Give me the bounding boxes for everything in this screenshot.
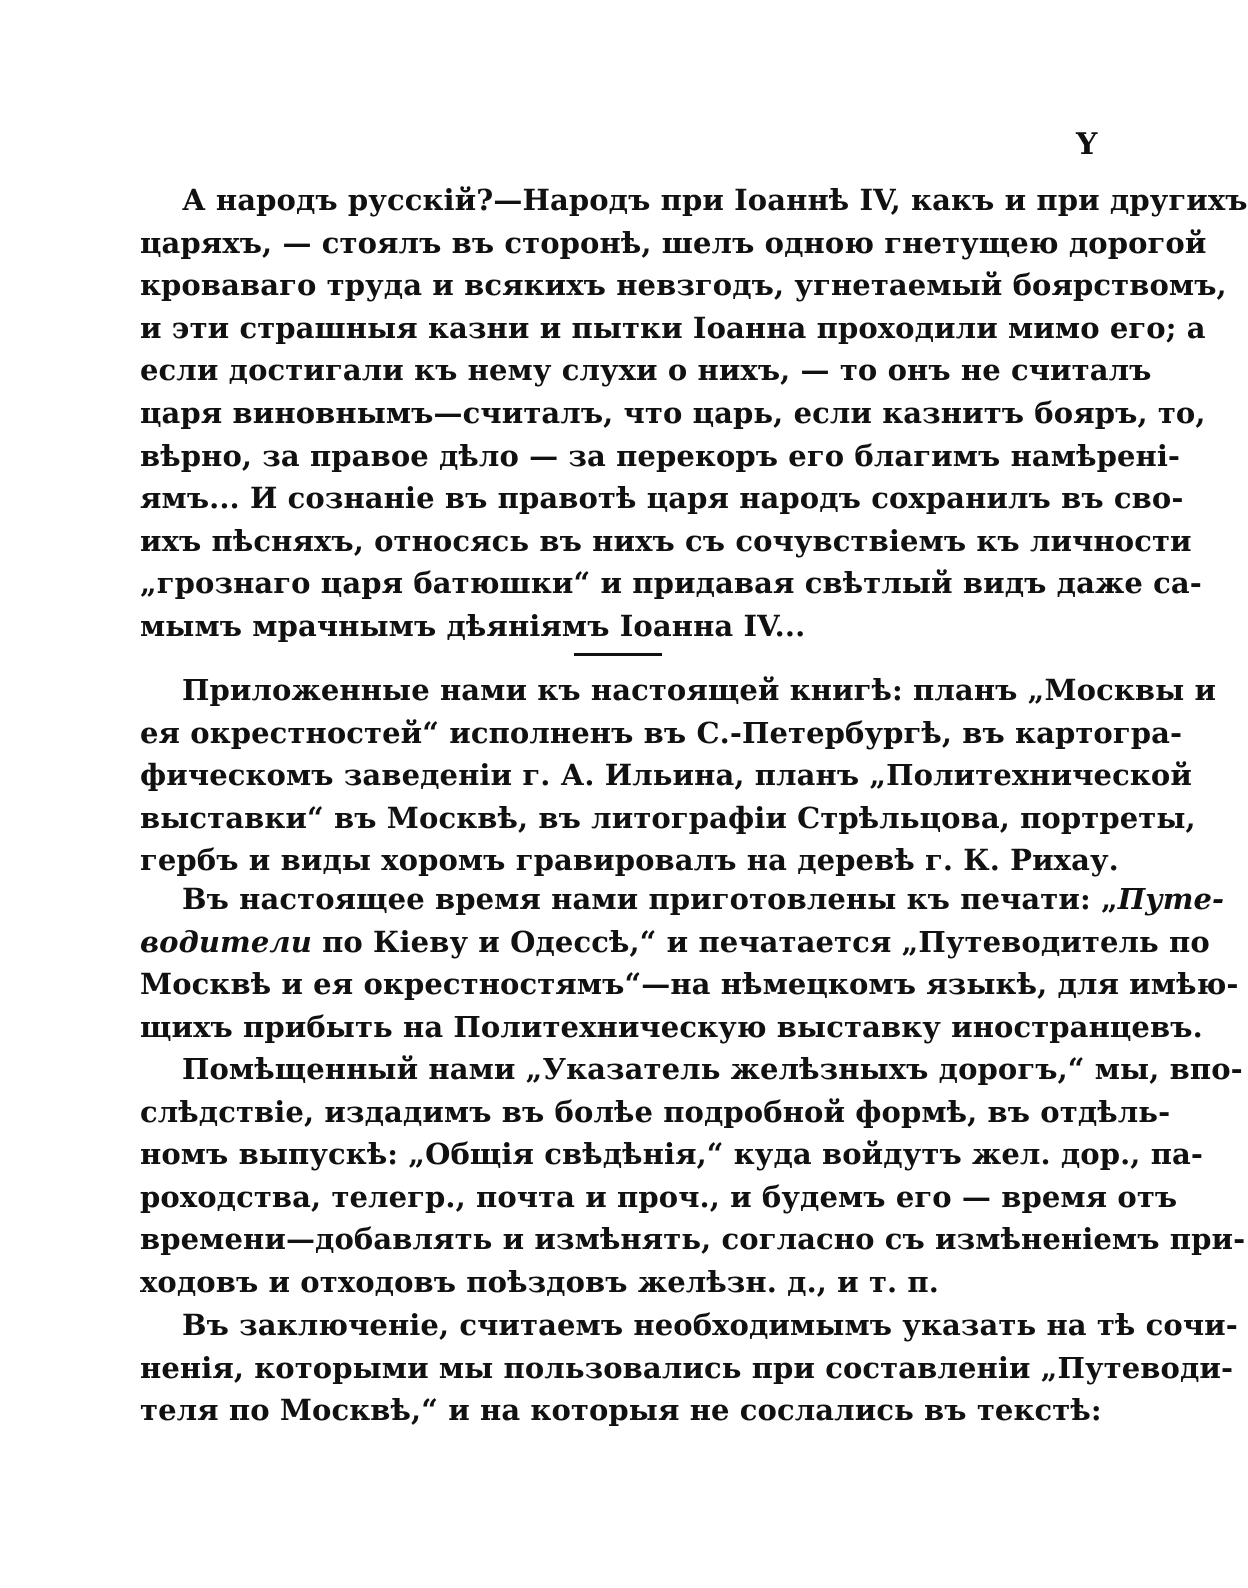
text-segment: Въ настоящее время нами приготовлены къ печати: „ (182, 882, 1118, 916)
text-line: гербъ и виды хоромъ гравировалъ на деревѣ г. К. Рихау. (140, 843, 1119, 878)
text-line: ея окрестностей“ исполненъ въ С.-Петербургѣ, въ картогра- (140, 715, 1183, 750)
text-line (140, 921, 1210, 964)
text-line: Москвѣ и ея окрестностямъ“—на нѣмецкомъ языкѣ, для имѣю- (140, 967, 1239, 1002)
text-line: А народъ русскій?—Народъ при Іоаннѣ IV, какъ и при другихъ (182, 183, 1248, 217)
text-line: и эти страшныя казни и пытки Іоанна проходили мимо его; а (140, 310, 1206, 345)
text-line: царя виновнымъ—считалъ, что царь, если казнитъ бояръ, то, (140, 395, 1206, 430)
text-line: номъ выпускѣ: „Общія свѣдѣнія,“ куда войдутъ жел. дор., па- (140, 1137, 1204, 1172)
text-line: теля по Москвѣ,“ и на которыя не сослались въ текстѣ: (140, 1393, 1102, 1428)
paragraph-people (140, 179, 1248, 648)
text-line: выставки“ въ Москвѣ, въ литографіи Стрѣльцова, портреты, (140, 800, 1196, 835)
italic-title: водители (140, 924, 312, 959)
text-line: Приложенные нами къ настоящей книгѣ: планъ „Москвы и (182, 673, 1217, 707)
italic-title: Путе- (1117, 882, 1225, 916)
text-line: ямъ... И сознаніе въ правотѣ царя народъ сохранилъ въ сво- (140, 481, 1184, 516)
text-segment: по Кіеву и Одессѣ,“ и печатается „Путеводитель по (311, 924, 1210, 959)
paragraph-railways (140, 1048, 1246, 1304)
text-line: щихъ прибыть на Политехническую выставку иностранцевъ. (140, 1009, 1203, 1044)
text-line: ненія, которыми мы пользовались при составленіи „Путеводи- (140, 1350, 1234, 1385)
text-line: времени—добавлять и измѣнять, согласно съ измѣненіемъ при- (140, 1222, 1246, 1257)
paragraph-attachments (140, 669, 1217, 882)
section-divider (574, 653, 662, 656)
paragraph-guides (140, 878, 1239, 1048)
text-line: фическомъ заведеніи г. А. Ильина, планъ „Политехнической (140, 758, 1192, 793)
text-line: если достигали къ нему слухи о нихъ, — то онъ не считалъ (140, 353, 1152, 388)
text-line: царяхъ, — стоялъ въ сторонѣ, шелъ одною гнетущею дорогой (140, 225, 1207, 260)
paragraph-conclusion (140, 1304, 1238, 1432)
page-number: Y (1076, 127, 1098, 162)
text-line: вѣрно, за правое дѣло — за перекоръ его благимъ намѣрені- (140, 438, 1181, 473)
text-line: кроваваго труда и всякихъ невзгодъ, угнетаемый боярствомъ, (140, 268, 1227, 303)
text-line: слѣдствіе, издадимъ въ болѣе подробной формѣ, въ отдѣль- (140, 1094, 1171, 1129)
text-line: Въ заключеніе, считаемъ необходимымъ указать на тѣ сочи- (182, 1308, 1238, 1342)
text-line: ихъ пѣсняхъ, относясь въ нихъ съ сочувствіемъ къ личности (140, 523, 1192, 558)
text-line: роходства, телегр., почта и проч., и будемъ его — время отъ (140, 1179, 1178, 1214)
text-line: мымъ мрачнымъ дѣяніямъ Іоанна IV... (140, 608, 806, 643)
text-line: ходовъ и отходовъ поѣздовъ желѣзн. д., и т. п. (140, 1264, 939, 1299)
text-line (140, 878, 1225, 921)
text-line: Помѣщенный нами „Указатель желѣзныхъ дорогъ,“ мы, впо- (182, 1052, 1243, 1086)
text-line: „грознаго царя батюшки“ и придавая свѣтлый видъ даже са- (140, 566, 1202, 601)
